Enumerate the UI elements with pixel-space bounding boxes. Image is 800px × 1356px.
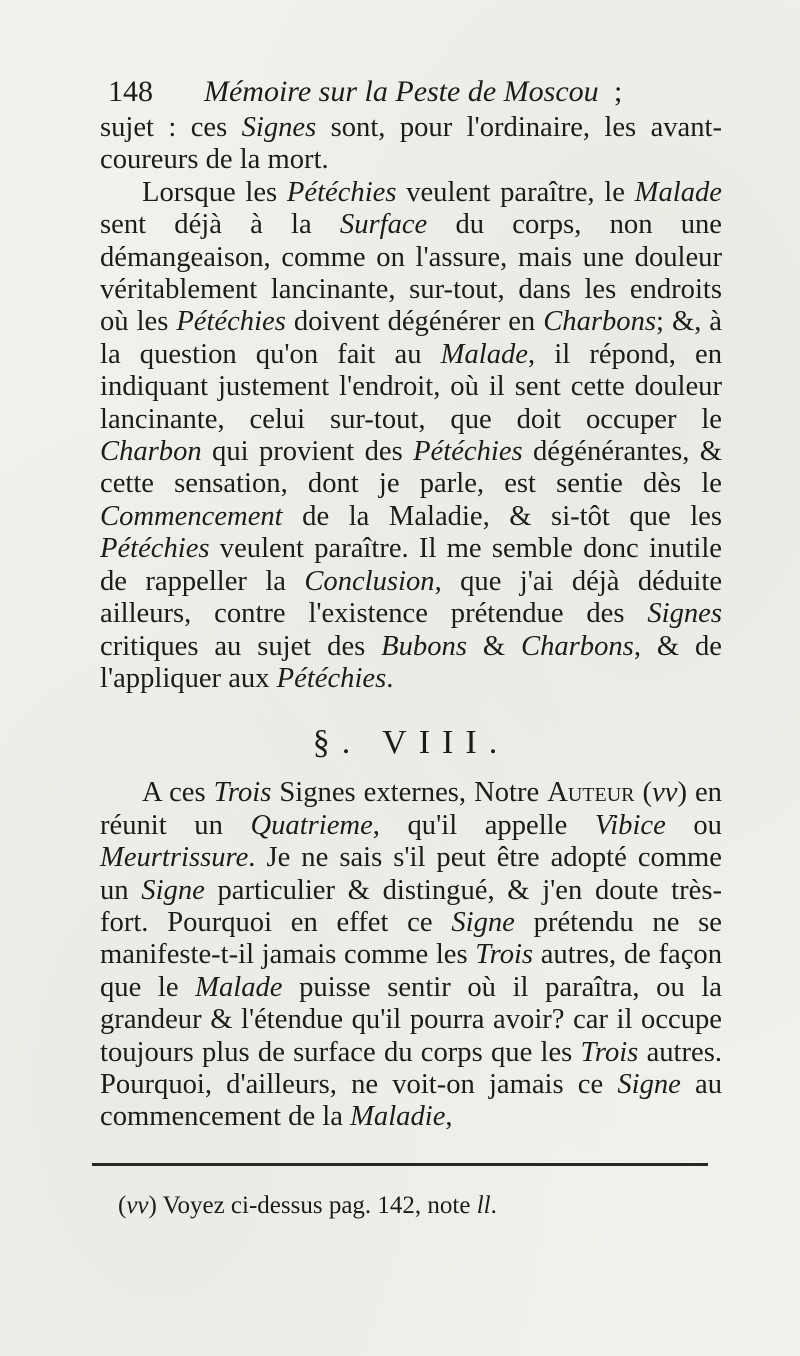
section-heading: §. VIII. bbox=[312, 724, 510, 762]
paragraph-continuation: sujet : ces Signes sont, pour l'ordinaire, les avant-coureurs de la mort. bbox=[100, 112, 723, 176]
paragraph-section-viii: A ces Trois Signes externes, Notre Auteur (vv) en réunit un Quatrieme, qu'il appelle Vibice ou Meurtrissure. Je ne sais s'il peut être adopté comme un Signe particulier & distingué, & j'en doute très-fort. Pourquoi en effet ce Signe prétendu ne se manifeste-t-il jamais comme les Trois autres, de façon que le Malade puisse sentir où il paraîtra, ou la grandeur & l'étendue qu'il pourra avoir? car il occupe toujours plus de surface du corps que les Trois autres. Pourquoi, d'ailleurs, ne voit-on jamais ce Signe au commencement de la Maladie, bbox=[100, 777, 723, 1133]
footnote: (vv) Voyez ci-dessus pag. 142, note ll. bbox=[118, 1192, 497, 1219]
footnote-rule bbox=[92, 1163, 708, 1166]
body-text bbox=[100, 112, 722, 1134]
running-title: Mémoire sur la Peste de Moscou bbox=[204, 75, 599, 108]
footnote-marker: vv bbox=[652, 777, 678, 809]
page-header bbox=[108, 72, 628, 112]
paragraph-petechies: Lorsque les Pétéchies veulent paraître, le Malade sent déjà à la Surface du corps, non une démangeaison, comme on l'assure, mais une douleur véritablement lancinante, sur-tout, dans les endroits où les Pétéchies doivent dégénérer en Charbons; &, à la question qu'on fait au Malade, il répond, en indiquant justement l'endroit, où il sent cette douleur lancinante, celui sur-tout, que doit occuper le Charbon qui provient des Pétéchies dégénérantes, & cette sensation, dont je parle, est sentie dès le Commencement de la Maladie, & si-tôt que les Pétéchies veulent paraître. Il me semble donc inutile de rappeller la Conclusion, que j'ai déjà déduite ailleurs, contre l'existence prétendue des Signes critiques au sujet des Bubons & Charbons, & de l'appliquer aux Pétéchies. bbox=[100, 176, 723, 694]
page-number: 148 bbox=[108, 75, 153, 108]
running-title-punctuation: ; bbox=[614, 75, 623, 108]
